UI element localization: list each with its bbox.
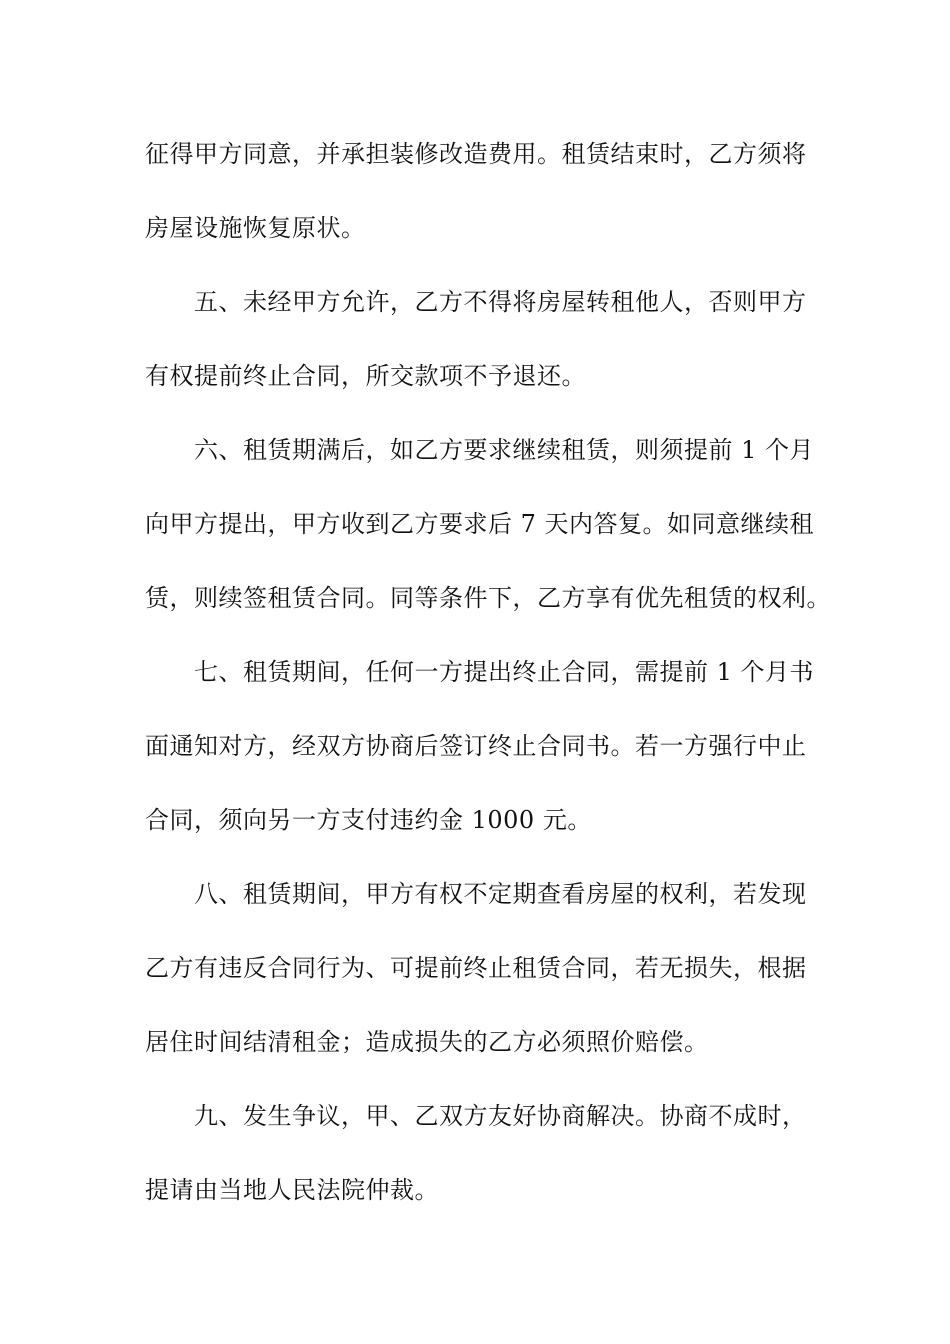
text-line: 乙方有违反合同行为、可提前终止租赁合同，若无损失，根据 xyxy=(145,954,807,982)
text-line: 提请由当地人民法院仲裁。 xyxy=(145,1176,439,1204)
text-line: 房屋设施恢复原状。 xyxy=(145,214,366,242)
text-line: 赁，则续签租赁合同。同等条件下，乙方享有优先租赁的权利。 xyxy=(145,584,831,612)
text-line: 九、发生争议，甲、乙双方友好协商解决。协商不成时， xyxy=(194,1102,807,1130)
text-line: 八、租赁期间，甲方有权不定期查看房屋的权利，若发现 xyxy=(194,880,807,908)
text-line: 有权提前终止合同，所交款项不予退还。 xyxy=(145,362,586,390)
text-line: 征得甲方同意，并承担装修改造费用。租赁结束时，乙方须将 xyxy=(145,140,807,168)
text-line: 向甲方提出，甲方收到乙方要求后 7 天内答复。如同意继续租 xyxy=(145,510,815,538)
text-line: 居住时间结清租金；造成损失的乙方必须照价赔偿。 xyxy=(145,1028,709,1056)
text-line: 七、租赁期间，任何一方提出终止合同，需提前 1 个月书 xyxy=(194,658,815,686)
text-line: 六、租赁期满后，如乙方要求继续租赁，则须提前 1 个月 xyxy=(194,436,815,464)
text-line: 面通知对方，经双方协商后签订终止合同书。若一方强行中止 xyxy=(145,732,807,760)
text-line: 五、未经甲方允许，乙方不得将房屋转租他人，否则甲方 xyxy=(194,288,807,316)
contract-text xyxy=(145,125,831,1235)
text-line: 合同，须向另一方支付违约金 1000 元。 xyxy=(145,806,592,834)
